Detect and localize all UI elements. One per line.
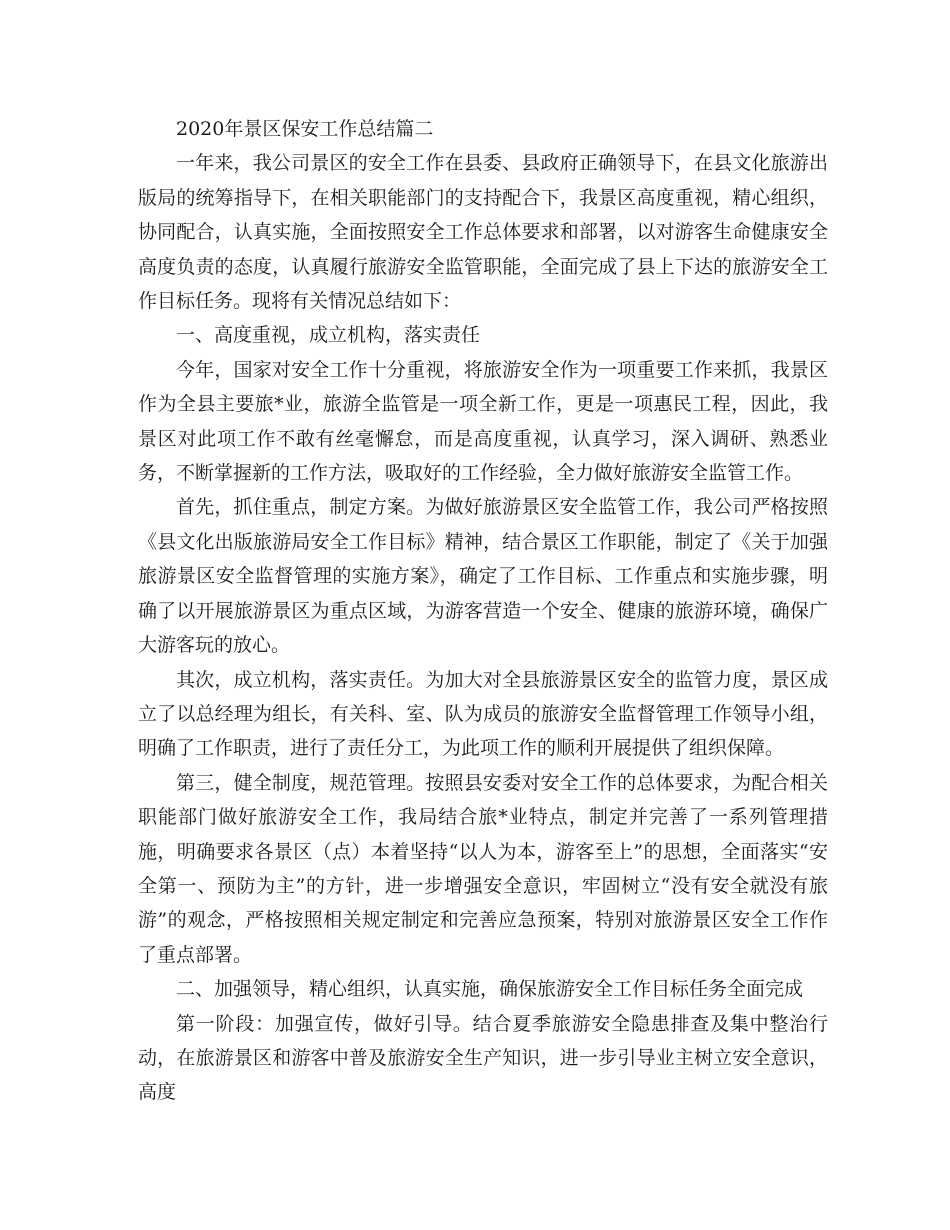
paragraph-phase-one: 第一阶段：加强宣传，做好引导。结合夏季旅游安全隐患排查及集中整治行动，在旅游景区和游客中普及旅游安全生产知识，进一步引导业主树立安全意识，高度 xyxy=(138,1012,828,1104)
paragraph-second-point: 其次，成立机构，落实责任。为加大对全县旅游景区安全的监管力度，景区成立了以总经理为组长，有关科、室、队为成员的旅游安全监督管理工作领导小组，明确了工作职责，进行了责任分工，为此项工作的顺利开展提供了组织保障。 xyxy=(138,668,828,760)
paragraph-third-point: 第三，健全制度，规范管理。按照县安委对安全工作的总体要求，为配合相关职能部门做好旅游安全工作，我局结合旅*业特点，制定并完善了一系列管理措施，明确要求各景区（点）本着坚持“以人为本，游客至上”的思想，全面落实“安全第一、预防为主”的方针，进一步增强安全意识，牢固树立“没有安全就没有旅游”的观念，严格按照相关规定制定和完善应急预案，特别对旅游景区安全工作作了重点部署。 xyxy=(138,771,828,966)
paragraph-section1-body: 今年，国家对安全工作十分重视，将旅游安全作为一项重要工作来抓，我景区作为全县主要旅*业，旅游全监管是一项全新工作，更是一项惠民工程，因此，我景区对此项工作不敢有丝毫懈怠，而是高度重视，认真学习，深入调研、熟悉业务，不断掌握新的工作方法，吸取好的工作经验，全力做好旅游安全监管工作。 xyxy=(138,358,828,485)
document-page xyxy=(138,112,828,1110)
paragraph-first-point: 首先，抓住重点，制定方案。为做好旅游景区安全监管工作，我公司严格按照《县文化出版旅游局安全工作目标》精神，结合景区工作职能，制定了《关于加强旅游景区安全监督管理的实施方案》，确定了工作目标、工作重点和实施步骤，明确了以开展旅游景区为重点区域，为游客营造一个安全、健康的旅游环境，确保广大游客玩的放心。 xyxy=(138,496,828,657)
section-heading-1: 一、高度重视，成立机构，落实责任 xyxy=(176,324,481,347)
paragraph-intro: 一年来，我公司景区的安全工作在县委、县政府正确领导下，在县文化旅游出版局的统筹指导下，在相关职能部门的支持配合下，我景区高度重视，精心组织，协同配合，认真实施，全面按照安全工作总体要求和部署，以对游客生命健康安全高度负责的态度，认真履行旅游安全监管职能，全面完成了县上下达的旅游安全工作目标任务。现将有关情况总结如下： xyxy=(138,152,828,313)
document-title: 2020年景区保安工作总结篇二 xyxy=(176,118,434,140)
section-heading-2: 二、加强领导，精心组织，认真实施，确保旅游安全工作目标任务全面完成 xyxy=(176,978,804,1001)
